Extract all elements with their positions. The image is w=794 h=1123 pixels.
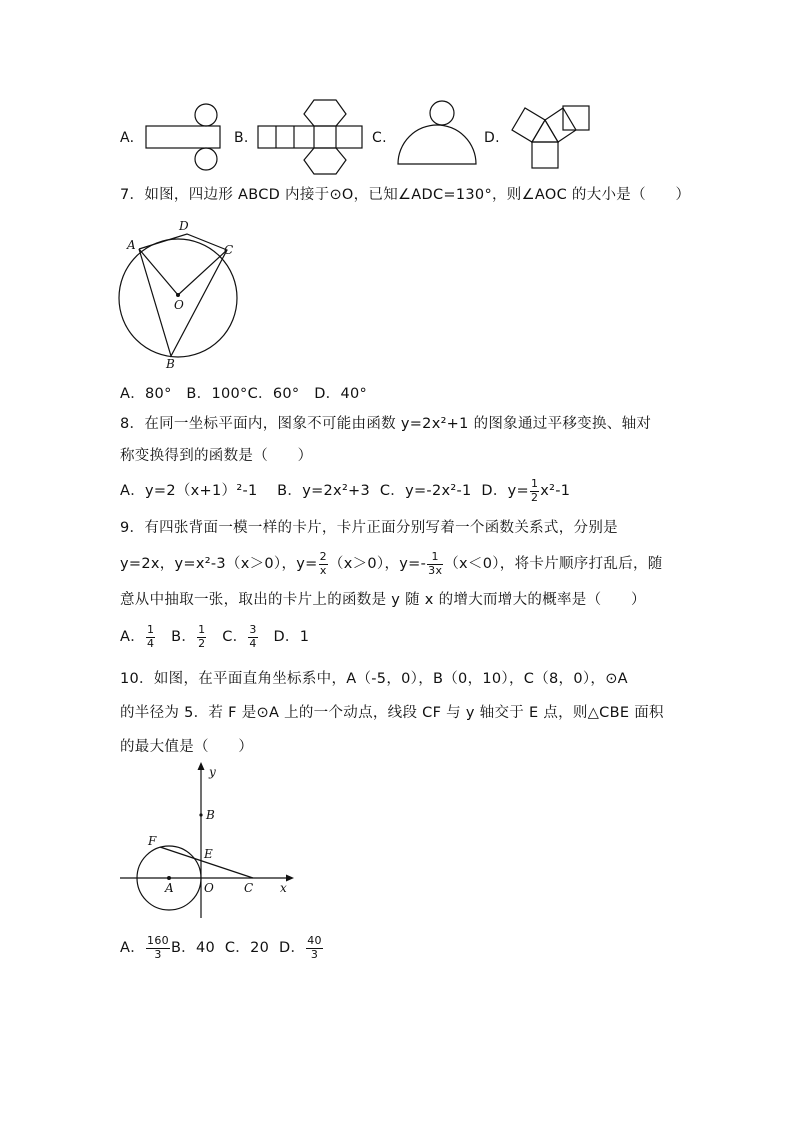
q6-option-b-figure [256,97,364,177]
q6-option-d-label: D. [484,130,500,146]
q10-option-d-label: D． [278,940,306,956]
q6-option-c-label: C. [372,130,387,146]
q8-option-a: A．y=2（x+1）²-1 [120,483,258,499]
q7-label-o: O [174,298,184,312]
q10-option-a-denominator: 3 [154,947,162,961]
q6-option-a-figure [142,102,222,174]
q7-label-b: B [166,357,175,371]
q7-options: A．80° B．100°C．60° D．40° [120,386,368,402]
q9-option-b-label: B． [171,629,197,645]
q6-option-c-figure [394,98,480,170]
q8-option-b: B．y=2x²+3 [277,483,371,499]
q7-question-text: 7．如图，四边形 ABCD 内接于⊙O，已知∠ADC=130°，则∠AOC 的大小是（ ） [120,187,691,203]
q9-option-c-denominator: 4 [249,636,257,650]
q9-option-a-numerator: 1 [147,623,155,637]
q8-question-line-1: 8．在同一坐标平面内，图象不可能由函数 y=2x²+1 的图象通过平移变换、轴对 [120,416,652,432]
q9-fraction-1-numerator: 2 [319,550,327,564]
q10-option-d-numerator: 40 [307,934,322,948]
q10-label-a: A [165,881,174,895]
q10-option-b: B．40 [170,940,216,956]
q7-circle-figure [116,218,248,370]
q7-label-d: D [179,219,189,233]
q8-option-d-fraction [530,478,539,503]
q9-fraction-2-denominator: 3x [428,563,443,577]
q7-label-c: C [224,243,234,257]
q9-fraction-2-numerator: 1 [427,551,443,564]
q10-options [120,931,324,965]
q8-question-line-2: 称变换得到的函数是（ ） [120,448,313,464]
q10-option-a-numerator: 160 [147,934,169,948]
q8-option-d-suffix: x²-1 [540,483,571,499]
q10-label-e: E [204,847,213,861]
q10-label-o: O [204,881,214,895]
q10-option-d-denominator: 3 [310,947,319,961]
q6-option-d-figure [508,100,592,174]
q10-option-a-fraction [146,935,170,960]
q9-options [120,620,309,654]
q8-option-d-denominator: 2 [530,490,539,504]
q10-label-b: B [206,808,215,822]
q8-option-d-prefix: D．y= [481,483,529,499]
q9-fraction-1-over-3x [427,551,443,576]
q9-option-d: D．1 [273,629,310,645]
q9-option-b-fraction [197,624,206,649]
q10-question-line-2: 的半径为 5．若 F 是⊙A 上的一个动点，线段 CF 与 y 轴交于 E 点，则△CBE 面积 [120,705,664,721]
q9-option-b-numerator: 1 [198,623,206,637]
q9-question-line-2 [120,547,663,581]
q9-option-a-label: A． [120,629,146,645]
q9-option-c-numerator: 3 [249,623,257,637]
q10-label-f: F [148,834,157,848]
q10-label-y: y [209,765,216,779]
q9-functions-part-3: （x＜0），将卡片顺序打乱后，随 [444,556,663,572]
q6-option-a-label: A. [120,130,135,146]
q8-option-c: C．y=-2x²-1 [379,483,472,499]
q9-option-b-denominator: 2 [198,636,206,650]
q10-question-line-3: 的最大值是（ ） [120,739,254,755]
q10-label-c: C [244,881,254,895]
q10-question-line-1: 10．如图，在平面直角坐标系中，A（-5，0），B（0，10），C（8，0），⊙A [120,671,628,687]
q10-label-x: x [280,881,287,895]
q6-option-b-label: B. [234,130,249,146]
q9-question-line-3: 意从中抽取一张，取出的卡片上的函数是 y 随 x 的增大而增大的概率是（ ） [120,592,646,608]
q9-fraction-2-over-x [319,551,328,576]
q9-functions-part-1: y=2x，y=x²-3（x＞0），y= [120,556,318,572]
q9-option-c-fraction [248,624,257,649]
q9-option-a-fraction [146,624,155,649]
q7-label-a: A [127,238,136,252]
q9-option-c-label: C． [222,629,248,645]
q10-coordinate-figure [116,762,296,922]
q10-option-c: C．20 [224,940,270,956]
q8-option-d-numerator: 1 [530,477,539,491]
q9-question-line-1: 9．有四张背面一模一样的卡片，卡片正面分别写着一个函数关系式，分别是 [120,520,618,536]
q9-functions-part-2: （x＞0），y=- [328,556,427,572]
q8-options [120,476,570,506]
q10-option-d-fraction [306,935,323,960]
q9-option-a-denominator: 4 [147,636,155,650]
q9-fraction-1-denominator: x [319,563,327,577]
q10-option-a-label: A． [120,940,146,956]
